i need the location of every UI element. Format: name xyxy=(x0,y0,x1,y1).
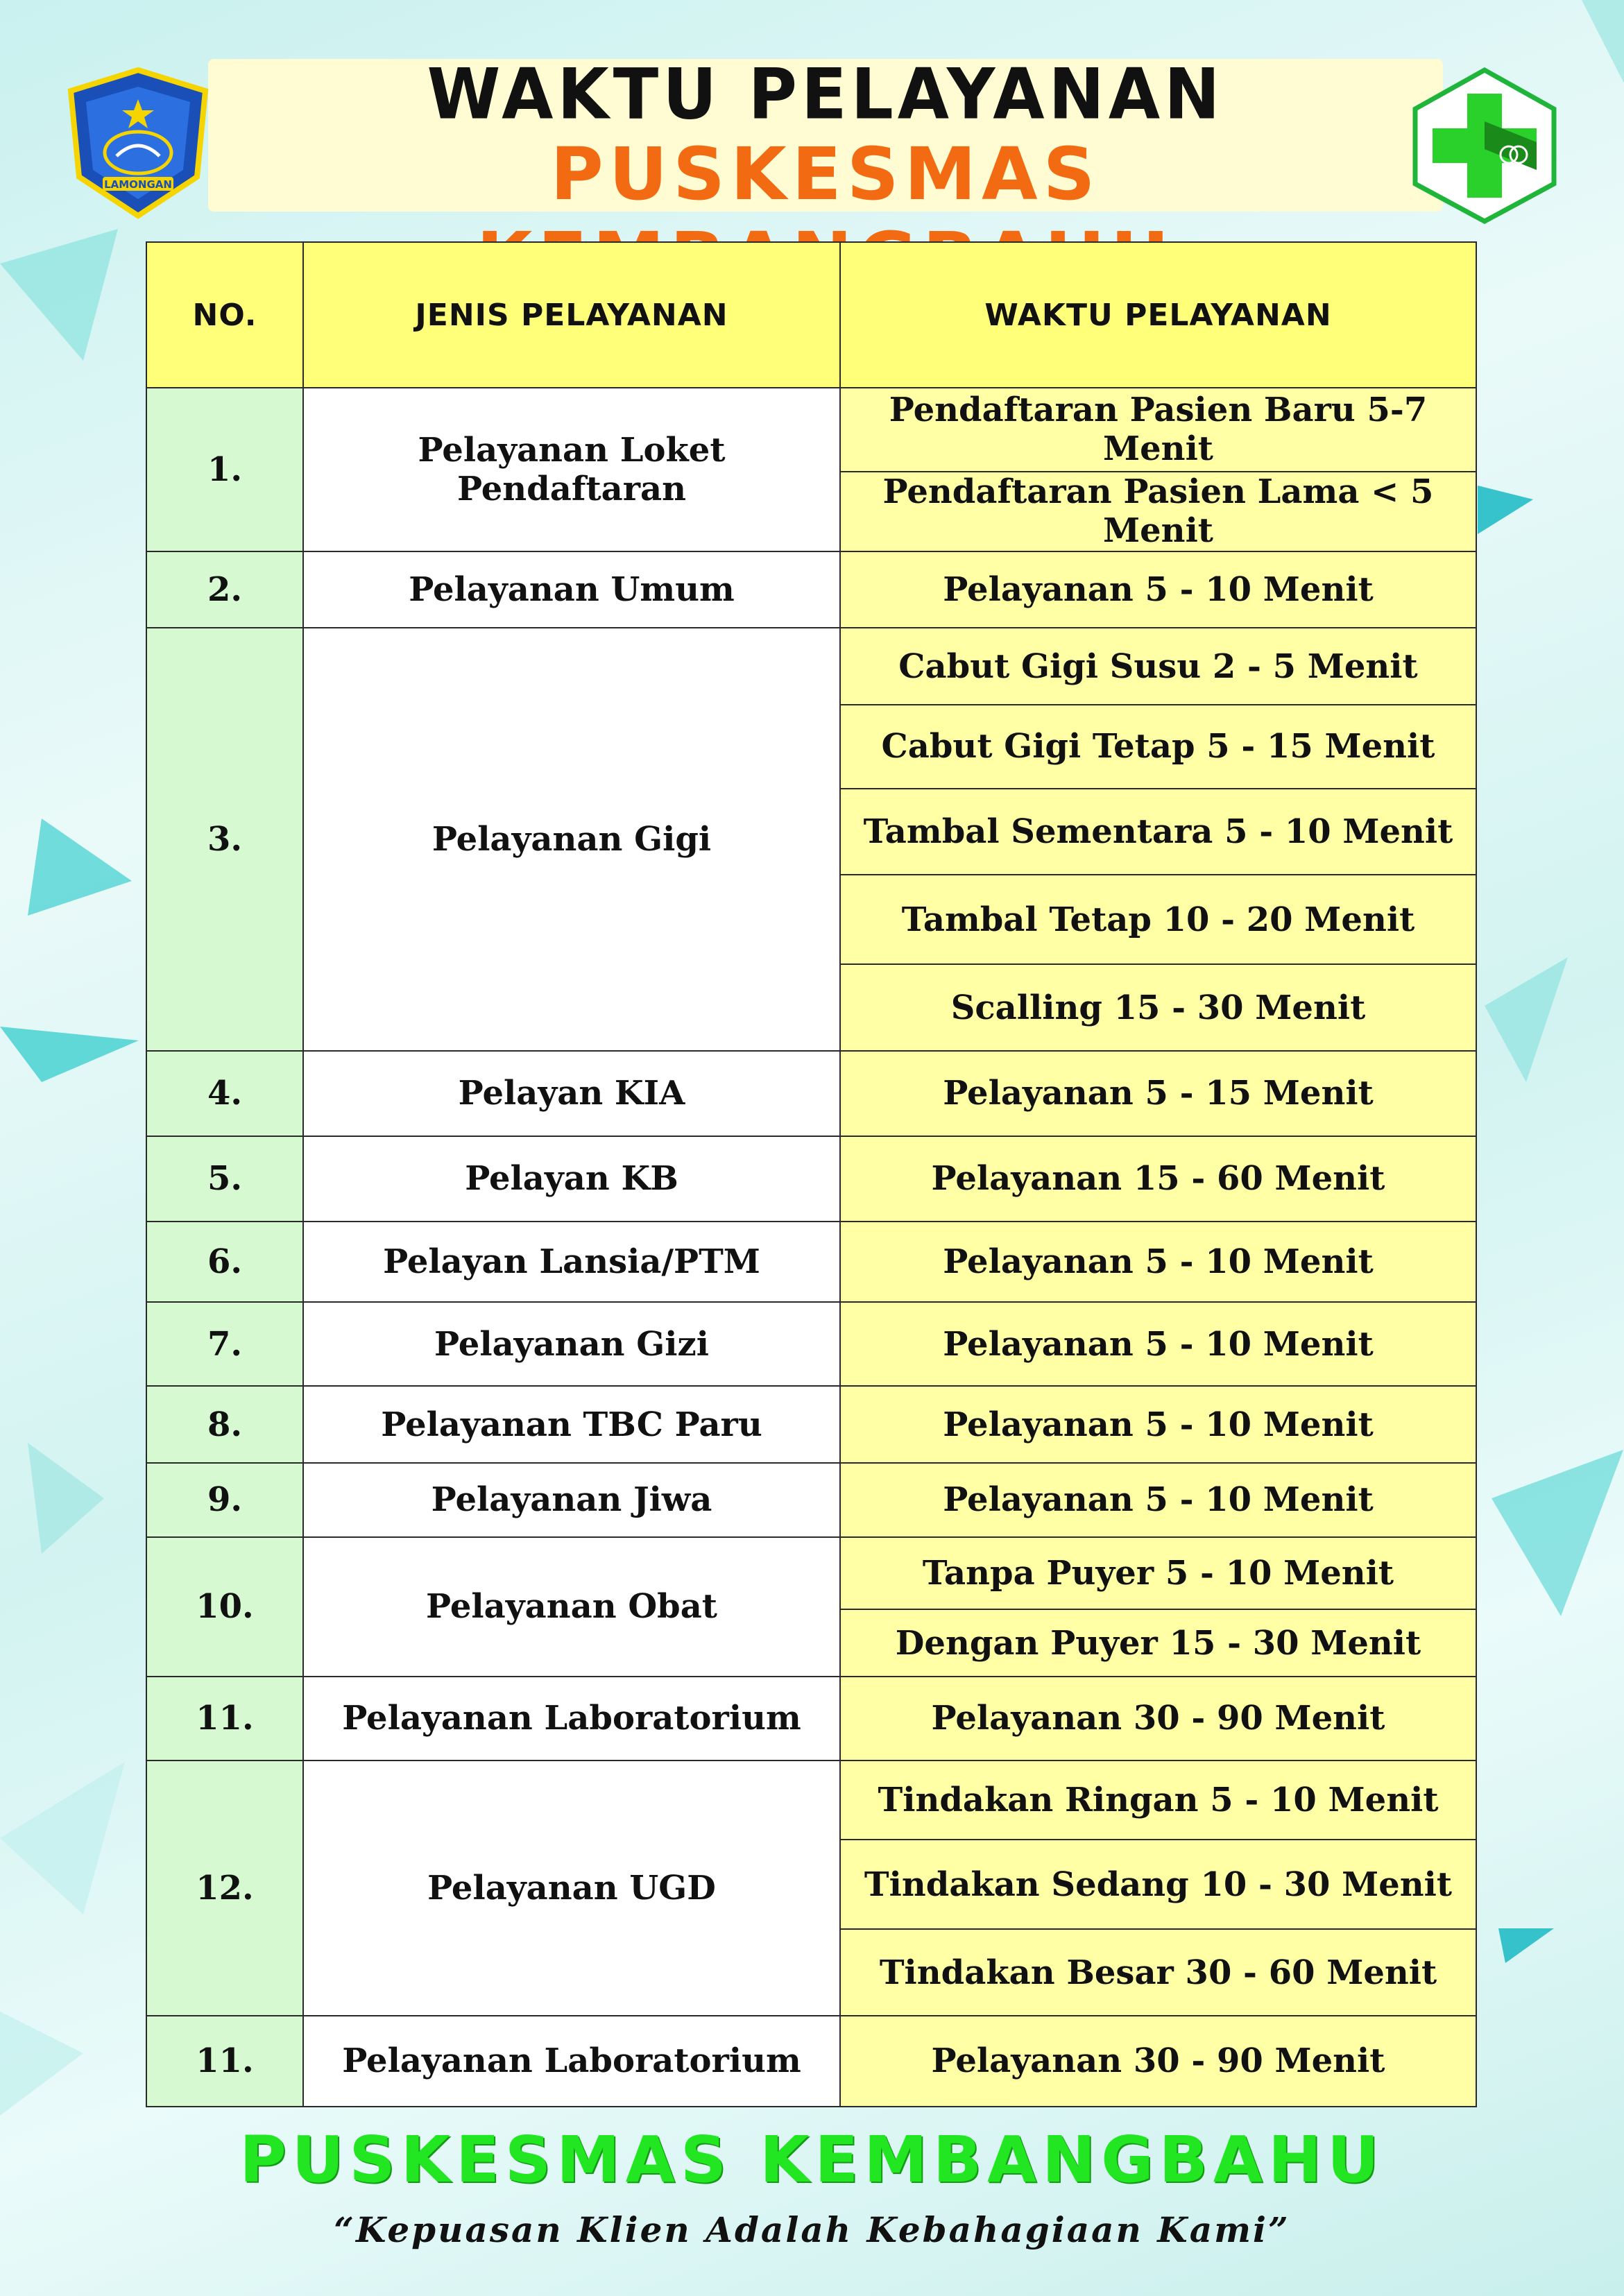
service-type: Pelayanan Umum xyxy=(303,551,840,628)
row-number: 11. xyxy=(146,2016,303,2107)
service-type: Pelayan Lansia/PTM xyxy=(303,1222,840,1303)
row-number: 8. xyxy=(146,1386,303,1463)
service-type: Pelayanan Jiwa xyxy=(303,1463,840,1537)
service-time: Dengan Puyer 15 - 30 Menit xyxy=(840,1609,1476,1677)
table-row xyxy=(146,1136,1476,1222)
row-number: 12. xyxy=(146,1760,303,2016)
emblem-label: LAMONGAN xyxy=(104,178,172,191)
service-time: Scalling 15 - 30 Menit xyxy=(840,964,1476,1051)
table-row xyxy=(146,551,1476,628)
service-time: Pelayanan 5 - 10 Menit xyxy=(840,1302,1476,1386)
service-time: Tambal Tetap 10 - 20 Menit xyxy=(840,875,1476,964)
service-time: Tindakan Sedang 10 - 30 Menit xyxy=(840,1840,1476,1929)
table-row xyxy=(146,1386,1476,1463)
service-type: Pelayanan UGD xyxy=(303,1760,840,2016)
service-time: Pelayanan 15 - 60 Menit xyxy=(840,1136,1476,1222)
service-type: Pelayanan Laboratorium xyxy=(303,1677,840,1760)
table-row xyxy=(146,2016,1476,2107)
service-time: Pelayanan 5 - 10 Menit xyxy=(840,1222,1476,1303)
lamongan-regency-emblem-icon xyxy=(61,66,215,220)
service-time: Tambal Sementara 5 - 10 Menit xyxy=(840,789,1476,875)
table-row xyxy=(146,1051,1476,1136)
row-number: 7. xyxy=(146,1302,303,1386)
service-time: Tanpa Puyer 5 - 10 Menit xyxy=(840,1537,1476,1610)
row-number: 9. xyxy=(146,1463,303,1537)
table-row xyxy=(146,1463,1476,1537)
service-time: Pendaftaran Pasien Lama < 5 Menit xyxy=(840,472,1476,551)
row-number: 1. xyxy=(146,388,303,551)
service-type: Pelayan KB xyxy=(303,1136,840,1222)
header-jenis: JENIS PELAYANAN xyxy=(303,242,840,388)
row-number: 6. xyxy=(146,1222,303,1303)
row-number: 4. xyxy=(146,1051,303,1136)
table-row xyxy=(146,628,1476,705)
table-row xyxy=(146,1760,1476,1840)
service-time: Pelayanan 5 - 10 Menit xyxy=(840,1386,1476,1463)
footer-title: PUSKESMAS KEMBANGBAHU xyxy=(239,2123,1385,2197)
service-time: Tindakan Besar 30 - 60 Menit xyxy=(840,1929,1476,2016)
service-type: Pelayanan TBC Paru xyxy=(303,1386,840,1463)
service-time: Pelayanan 5 - 10 Menit xyxy=(840,551,1476,628)
table-row xyxy=(146,388,1476,472)
table-body xyxy=(146,388,1476,2107)
row-number: 10. xyxy=(146,1537,303,1677)
table-header-row xyxy=(146,242,1476,388)
service-time-table xyxy=(146,241,1477,2107)
table-row xyxy=(146,1222,1476,1303)
service-time: Pendaftaran Pasien Baru 5-7 Menit xyxy=(840,388,1476,472)
service-time: Pelayanan 30 - 90 Menit xyxy=(840,2016,1476,2107)
service-time: Pelayanan 5 - 10 Menit xyxy=(840,1463,1476,1537)
row-number: 11. xyxy=(146,1677,303,1760)
service-type: Pelayan KIA xyxy=(303,1051,840,1136)
service-time: Pelayanan 30 - 90 Menit xyxy=(840,1677,1476,1760)
header-no: NO. xyxy=(146,242,303,388)
footer-motto: “Kepuasan Klien Adalah Kebahagiaan Kami” xyxy=(334,2209,1290,2250)
service-type: Pelayanan Gigi xyxy=(303,628,840,1051)
table-row xyxy=(146,1677,1476,1760)
service-type: Pelayanan Obat xyxy=(303,1537,840,1677)
service-type: Pelayanan Gizi xyxy=(303,1302,840,1386)
page-title: WAKTU PELAYANAN xyxy=(427,53,1224,135)
table-row xyxy=(146,1302,1476,1386)
service-time: Tindakan Ringan 5 - 10 Menit xyxy=(840,1760,1476,1840)
row-number: 5. xyxy=(146,1136,303,1222)
service-time: Cabut Gigi Tetap 5 - 15 Menit xyxy=(840,705,1476,789)
header-waktu: WAKTU PELAYANAN xyxy=(840,242,1476,388)
row-number: 2. xyxy=(146,551,303,628)
service-type: Pelayanan Laboratorium xyxy=(303,2016,840,2107)
row-number: 3. xyxy=(146,628,303,1051)
service-time: Cabut Gigi Susu 2 - 5 Menit xyxy=(840,628,1476,705)
page-subtitle: PUSKESMAS xyxy=(550,132,1101,216)
service-time: Pelayanan 5 - 15 Menit xyxy=(840,1051,1476,1136)
service-type: Pelayanan Loket Pendaftaran xyxy=(303,388,840,551)
table-row xyxy=(146,1537,1476,1610)
